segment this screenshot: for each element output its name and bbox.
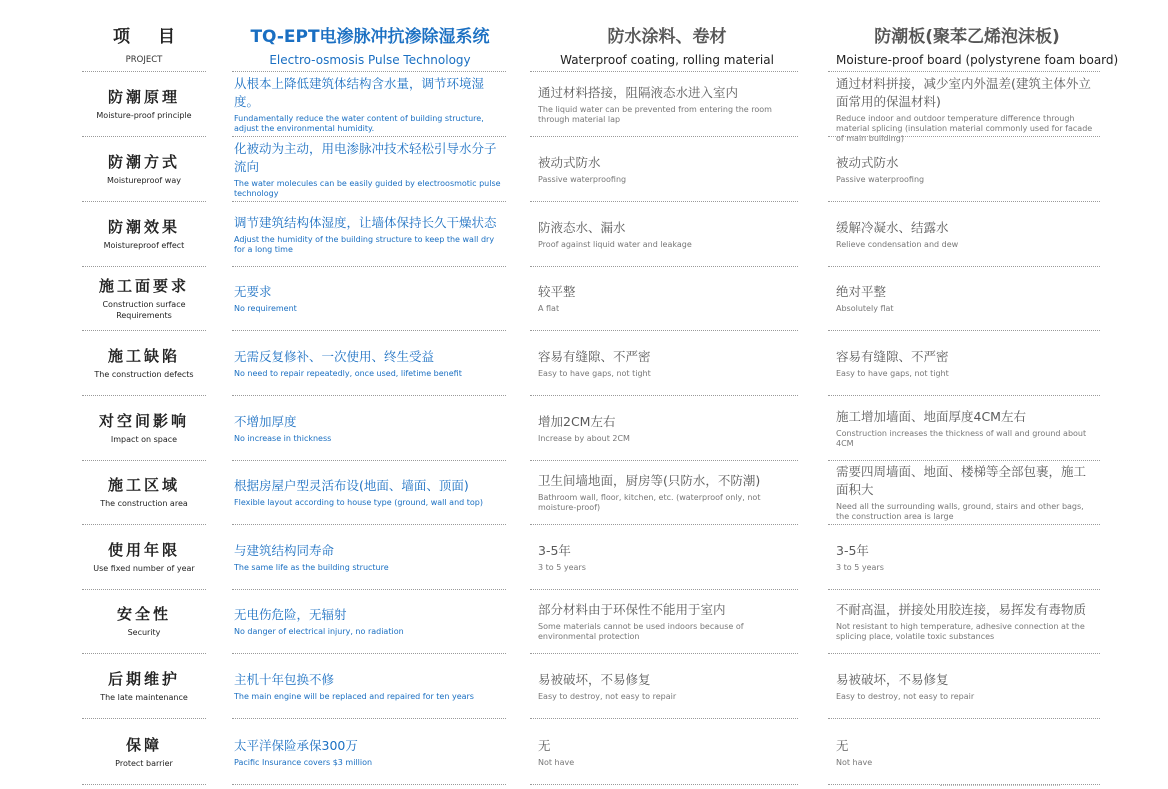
table-cell bbox=[234, 737, 506, 768]
row-divider bbox=[82, 718, 206, 719]
row-label bbox=[82, 346, 206, 380]
cell-zh: 容易有缝隙、不严密 bbox=[538, 348, 651, 364]
row-divider bbox=[232, 201, 506, 202]
row-divider bbox=[232, 460, 506, 461]
row-divider bbox=[530, 266, 798, 267]
cell-en: Absolutely flat bbox=[836, 303, 894, 313]
header-waterproof-en: Waterproof coating, rolling material bbox=[560, 53, 774, 67]
cell-en: Not resistant to high temperature, adhesive connection at the splicing place, volatile toxic substances bbox=[836, 621, 1085, 641]
row-label bbox=[82, 152, 206, 186]
row-divider bbox=[82, 653, 206, 654]
table-cell bbox=[836, 219, 1098, 250]
table-cell bbox=[234, 671, 506, 702]
cell-en: The water molecules can be easily guided by electroosmotic pulse technology bbox=[234, 179, 501, 198]
row-label-zh: 施工区域 bbox=[107, 476, 180, 494]
cell-en: Easy to destroy, not easy to repair bbox=[836, 691, 975, 701]
cell-en: Passive waterproofing bbox=[836, 174, 925, 184]
row-divider bbox=[232, 266, 506, 267]
row-divider bbox=[828, 460, 1100, 461]
row-label-en: The construction defects bbox=[94, 370, 194, 379]
row-label bbox=[82, 411, 206, 445]
cell-en: No requirement bbox=[234, 303, 297, 313]
row-divider bbox=[530, 330, 798, 331]
cell-zh: 被动式防水 bbox=[836, 154, 899, 170]
cell-en: Some materials cannot be used indoors because of environmental protection bbox=[538, 621, 744, 641]
cell-en: Reduce indoor and outdoor temperature difference through material splicing (insulation material commonly used for facade of main building) bbox=[836, 114, 1093, 143]
row-label bbox=[82, 735, 206, 769]
cell-zh: 增加2CM左右 bbox=[538, 413, 616, 429]
cell-zh: 易被破坏，不易修复 bbox=[538, 671, 651, 687]
row-divider bbox=[530, 395, 798, 396]
cell-en: Not have bbox=[538, 757, 575, 767]
table-cell bbox=[538, 671, 796, 702]
row-divider bbox=[828, 589, 1100, 590]
row-divider bbox=[530, 201, 798, 202]
cell-zh: 无 bbox=[538, 737, 551, 753]
row-label-zh: 防潮效果 bbox=[107, 218, 180, 236]
table-cell bbox=[836, 671, 1098, 702]
cell-zh: 绝对平整 bbox=[836, 283, 887, 299]
cell-en: Fundamentally reduce the water content of building structure, adjust the environmental humidity. bbox=[234, 114, 484, 133]
header-project-zh: 项目 bbox=[113, 27, 203, 47]
cell-en: Pacific Insurance covers $3 million bbox=[234, 757, 373, 767]
row-label bbox=[82, 669, 206, 703]
cell-zh: 较平整 bbox=[538, 283, 576, 299]
row-divider bbox=[530, 524, 798, 525]
row-label-en: Use fixed number of year bbox=[93, 564, 195, 573]
table-cell bbox=[538, 413, 796, 444]
row-label-en: Moistureproof way bbox=[107, 176, 181, 185]
cell-zh: 容易有缝隙、不严密 bbox=[836, 348, 949, 364]
cell-zh: 无需反复修补、一次使用、终生受益 bbox=[234, 348, 435, 364]
cell-en: The main engine will be replaced and repaired for ten years bbox=[234, 691, 474, 701]
cell-zh: 施工增加墙面、地面厚度4CM左右 bbox=[836, 408, 1026, 424]
table-cell bbox=[234, 542, 506, 573]
table-cell bbox=[234, 214, 506, 255]
row-label-en: Impact on space bbox=[110, 435, 178, 444]
cell-zh: 部分材料由于环保性不能用于室内 bbox=[538, 601, 726, 617]
row-divider bbox=[530, 589, 798, 590]
cell-en: No danger of electrical injury, no radiation bbox=[234, 626, 404, 636]
cell-zh: 主机十年包换不修 bbox=[234, 671, 335, 687]
header-waterproof bbox=[538, 22, 796, 72]
cell-en: No increase in thickness bbox=[234, 433, 332, 443]
cell-en: Bathroom wall, floor, kitchen, etc. (waterproof only, not moisture-proof) bbox=[538, 492, 761, 512]
cell-zh: 太平洋保险承保300万 bbox=[234, 737, 358, 753]
header-board-en: Moisture-proof board (polystyrene foam board) bbox=[836, 53, 1119, 67]
row-divider bbox=[828, 653, 1100, 654]
row-divider bbox=[82, 589, 206, 590]
cell-en: Increase by about 2CM bbox=[538, 433, 630, 443]
row-label-zh: 后期维护 bbox=[107, 670, 180, 688]
table-cell bbox=[836, 601, 1098, 642]
row-divider bbox=[232, 653, 506, 654]
cell-zh: 无电伤危险，无辐射 bbox=[234, 606, 347, 622]
table-cell bbox=[538, 283, 796, 314]
row-divider bbox=[232, 136, 506, 137]
header-project bbox=[82, 22, 206, 72]
row-label-zh: 对空间影响 bbox=[98, 412, 189, 430]
row-label bbox=[82, 475, 206, 509]
cell-zh: 通过材料拼接，减少室内外温差(建筑主体外立面常用的保温材料) bbox=[836, 76, 1091, 109]
cell-zh: 从根本上降低建筑体结构含水量，调节环境湿度。 bbox=[234, 76, 485, 109]
table-cell bbox=[538, 84, 796, 125]
row-label-en: The late maintenance bbox=[100, 693, 188, 702]
table-cell bbox=[538, 348, 796, 379]
row-divider bbox=[828, 201, 1100, 202]
row-divider bbox=[232, 71, 506, 72]
table-cell bbox=[234, 413, 506, 444]
cell-zh: 卫生间墙地面，厨房等(只防水，不防潮) bbox=[538, 472, 761, 488]
table-cell bbox=[234, 348, 506, 379]
cell-en: Easy to have gaps, not tight bbox=[836, 368, 949, 378]
table-cell bbox=[836, 737, 1098, 768]
cell-zh: 3-5年 bbox=[836, 542, 869, 558]
header-project-en: PROJECT bbox=[125, 55, 163, 65]
row-divider bbox=[232, 718, 506, 719]
cell-en: Flexible layout according to house type (ground, wall and top) bbox=[234, 497, 483, 507]
row-divider bbox=[828, 266, 1100, 267]
header-moisture-board bbox=[836, 22, 1119, 72]
row-divider bbox=[232, 330, 506, 331]
header-ept-en: Electro-osmosis Pulse Technology bbox=[269, 53, 471, 67]
cell-en: Proof against liquid water and leakage bbox=[538, 239, 692, 249]
cell-en: Easy to have gaps, not tight bbox=[538, 368, 651, 378]
row-label-en: Moistureproof effect bbox=[103, 241, 185, 250]
cell-zh: 不耐高温，拼接处用胶连接，易挥发有毒物质 bbox=[836, 601, 1087, 617]
row-divider bbox=[828, 395, 1100, 396]
cell-zh: 根据房屋户型灵活布设(地面、墙面、顶面) bbox=[234, 477, 469, 493]
row-divider bbox=[82, 330, 206, 331]
row-divider bbox=[232, 589, 506, 590]
row-divider bbox=[82, 71, 206, 72]
cell-en: No need to repair repeatedly, once used, lifetime benefit bbox=[234, 368, 462, 378]
row-divider bbox=[828, 524, 1100, 525]
cell-en: 3 to 5 years bbox=[538, 562, 586, 572]
row-divider bbox=[232, 395, 506, 396]
row-label-en: The construction area bbox=[100, 499, 188, 508]
row-label-zh: 使用年限 bbox=[107, 541, 180, 559]
cell-en: The same life as the building structure bbox=[234, 562, 389, 572]
row-label-zh: 施工缺陷 bbox=[107, 347, 180, 365]
header-waterproof-zh: 防水涂料、卷材 bbox=[607, 27, 727, 47]
row-divider bbox=[530, 136, 798, 137]
row-label-zh: 施工面要求 bbox=[98, 276, 189, 295]
cell-zh: 需要四周墙面、地面、楼梯等全部包裹，施工面积大 bbox=[836, 464, 1087, 497]
table-cell bbox=[836, 154, 1098, 185]
cell-zh: 易被破坏，不易修复 bbox=[836, 671, 949, 687]
row-label-zh: 防潮原理 bbox=[107, 88, 180, 106]
table-cell bbox=[234, 75, 506, 134]
table-cell bbox=[234, 140, 506, 199]
row-label bbox=[82, 87, 206, 121]
cell-en: Relieve condensation and dew bbox=[836, 239, 959, 249]
row-divider bbox=[530, 653, 798, 654]
table-cell bbox=[538, 542, 796, 573]
row-divider bbox=[232, 524, 506, 525]
table-cell bbox=[836, 348, 1098, 379]
cell-zh: 缓解冷凝水、结露水 bbox=[836, 219, 949, 235]
row-divider bbox=[530, 718, 798, 719]
table-cell bbox=[234, 606, 506, 637]
cell-zh: 3-5年 bbox=[538, 542, 571, 558]
header-ept-zh: TQ-EPT电渗脉冲抗渗除湿系统 bbox=[250, 27, 490, 47]
cell-en: A flat bbox=[538, 303, 560, 313]
table-cell bbox=[538, 601, 796, 642]
cell-en: Not have bbox=[836, 757, 873, 767]
row-divider bbox=[82, 136, 206, 137]
row-label bbox=[82, 604, 206, 638]
row-divider bbox=[530, 71, 798, 72]
row-label-en: Protect barrier bbox=[115, 759, 173, 768]
table-cell bbox=[538, 737, 796, 768]
bottom-divider bbox=[940, 785, 1060, 786]
table-cell bbox=[538, 154, 796, 185]
cell-en: Need all the surrounding walls, ground, stairs and other bags, the construction area is large bbox=[836, 502, 1084, 521]
table-cell bbox=[836, 408, 1098, 449]
table-cell bbox=[234, 477, 506, 508]
cell-en: 3 to 5 years bbox=[836, 562, 884, 572]
cell-zh: 无要求 bbox=[234, 283, 272, 299]
table-cell bbox=[836, 75, 1098, 144]
row-label bbox=[82, 217, 206, 251]
cell-en: The liquid water can be prevented from entering the room through material lap bbox=[538, 104, 772, 124]
row-divider bbox=[530, 460, 798, 461]
cell-en: Easy to destroy, not easy to repair bbox=[538, 691, 677, 701]
table-cell bbox=[234, 283, 506, 314]
table-cell bbox=[538, 472, 796, 513]
row-label-zh: 保障 bbox=[125, 736, 162, 754]
row-label-en: Moisture-proof principle bbox=[96, 111, 192, 120]
cell-zh: 调节建筑结构体湿度，让墙体保持长久干燥状态 bbox=[234, 214, 497, 230]
table-cell bbox=[836, 542, 1098, 573]
row-divider bbox=[82, 784, 206, 785]
row-divider bbox=[232, 784, 506, 785]
cell-zh: 通过材料搭接，阻隔液态水进入室内 bbox=[538, 84, 739, 100]
cell-zh: 防液态水、漏水 bbox=[538, 219, 626, 235]
row-divider bbox=[82, 201, 206, 202]
cell-zh: 无 bbox=[836, 737, 849, 753]
cell-zh: 不增加厚度 bbox=[234, 413, 297, 429]
row-divider bbox=[828, 136, 1100, 137]
cell-zh: 被动式防水 bbox=[538, 154, 601, 170]
cell-en: Adjust the humidity of the building structure to keep the wall dry for a long time bbox=[234, 234, 495, 254]
header-board-zh: 防潮板(聚苯乙烯泡沫板) bbox=[874, 27, 1060, 47]
table-cell bbox=[836, 283, 1098, 314]
cell-zh: 化被动为主动，用电渗脉冲技术轻松引导水分子流向 bbox=[234, 141, 497, 174]
table-cell bbox=[836, 463, 1098, 522]
cell-en: Passive waterproofing bbox=[538, 174, 627, 184]
table-cell bbox=[538, 219, 796, 250]
row-divider bbox=[828, 718, 1100, 719]
row-label bbox=[82, 540, 206, 574]
row-label-en: Construction surface Requirements bbox=[102, 299, 186, 320]
cell-zh: 与建筑结构同寿命 bbox=[234, 542, 335, 558]
row-label bbox=[82, 276, 206, 321]
row-divider bbox=[530, 784, 798, 785]
row-label-zh: 安全性 bbox=[116, 605, 171, 623]
row-divider bbox=[82, 266, 206, 267]
cell-en: Construction increases the thickness of wall and ground about 4CM bbox=[836, 428, 1087, 448]
row-divider bbox=[828, 71, 1100, 72]
row-divider bbox=[82, 524, 206, 525]
row-divider bbox=[82, 395, 206, 396]
row-label-en: Security bbox=[127, 628, 161, 637]
header-ept bbox=[234, 22, 506, 72]
row-divider bbox=[82, 460, 206, 461]
row-divider bbox=[828, 330, 1100, 331]
row-label-zh: 防潮方式 bbox=[107, 153, 180, 171]
